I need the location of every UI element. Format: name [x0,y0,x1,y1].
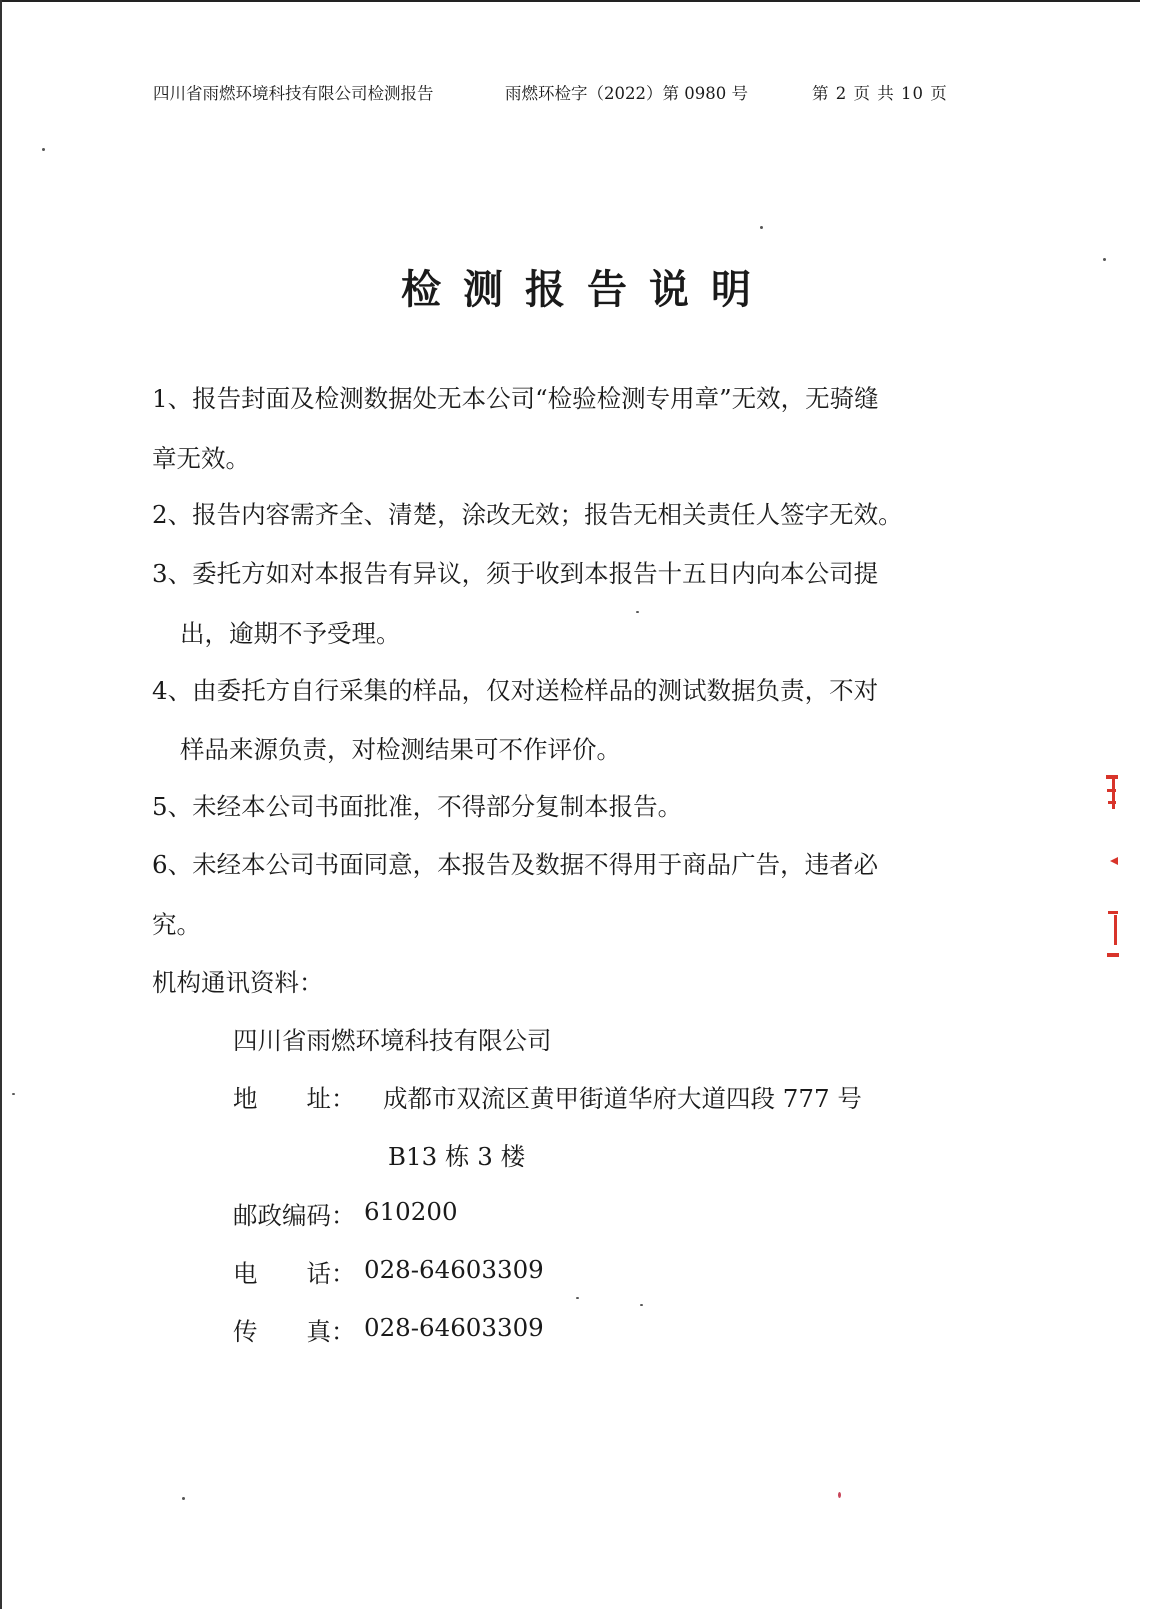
note-3-line-1: 3、委托方如对本报告有异议，须于收到本报告十五日内向本公司提 [152,559,879,588]
header-report-number: 雨燃环检字（2022）第 0980 号 [505,84,748,103]
note-1-line-2: 章无效。 [152,444,250,473]
scan-speck [760,226,763,229]
note-4-line-2: 样品来源负责，对检测结果可不作评价。 [180,735,621,764]
fax-label: 传 真： [233,1317,356,1346]
seam-stamp-fragment [1104,775,1120,980]
scan-speck [636,611,639,613]
header-page-number: 第 2 页 共 10 页 [812,84,948,103]
note-3-line-2: 出，逾期不予受理。 [180,619,401,648]
note-6-line-1: 6、未经本公司书面同意，本报告及数据不得用于商品广告，违者必 [152,850,879,879]
phone-value: 028-64603309 [364,1255,544,1284]
phone-label: 电 话： [233,1259,356,1288]
note-5-line-1: 5、未经本公司书面批准，不得部分复制本报告。 [152,792,683,821]
scan-speck [838,1492,841,1498]
note-6-line-2: 究。 [152,910,201,939]
address-line-2: B13 栋 3 楼 [388,1142,526,1171]
address-line-1: 成都市双流区黄甲街道华府大道四段 777 号 [383,1084,862,1113]
header-company: 四川省雨燃环境科技有限公司检测报告 [153,84,434,103]
note-4-line-1: 4、由委托方自行采集的样品，仅对送检样品的测试数据负责，不对 [152,676,879,705]
contact-heading: 机构通讯资料： [152,968,324,997]
address-label: 地 址： [233,1084,356,1113]
document-title: 检测报告说明 [401,266,773,313]
scan-speck [576,1297,579,1299]
contact-company: 四川省雨燃环境科技有限公司 [233,1026,552,1055]
scan-speck [1103,258,1106,261]
note-1-line-1: 1、报告封面及检测数据处无本公司“检验检测专用章”无效，无骑缝 [152,384,879,413]
postcode-label: 邮政编码： [233,1201,356,1230]
scan-speck [640,1304,643,1306]
scan-speck [42,148,45,151]
fax-value: 028-64603309 [364,1313,544,1342]
postcode-value: 610200 [364,1197,458,1226]
note-2-line-1: 2、报告内容需齐全、清楚，涂改无效；报告无相关责任人签字无效。 [152,500,903,529]
scan-speck [12,1093,15,1095]
page-border-top [0,0,1140,2]
scan-speck [182,1497,185,1500]
page-header [0,80,1152,110]
page-border-left [0,0,2,1609]
